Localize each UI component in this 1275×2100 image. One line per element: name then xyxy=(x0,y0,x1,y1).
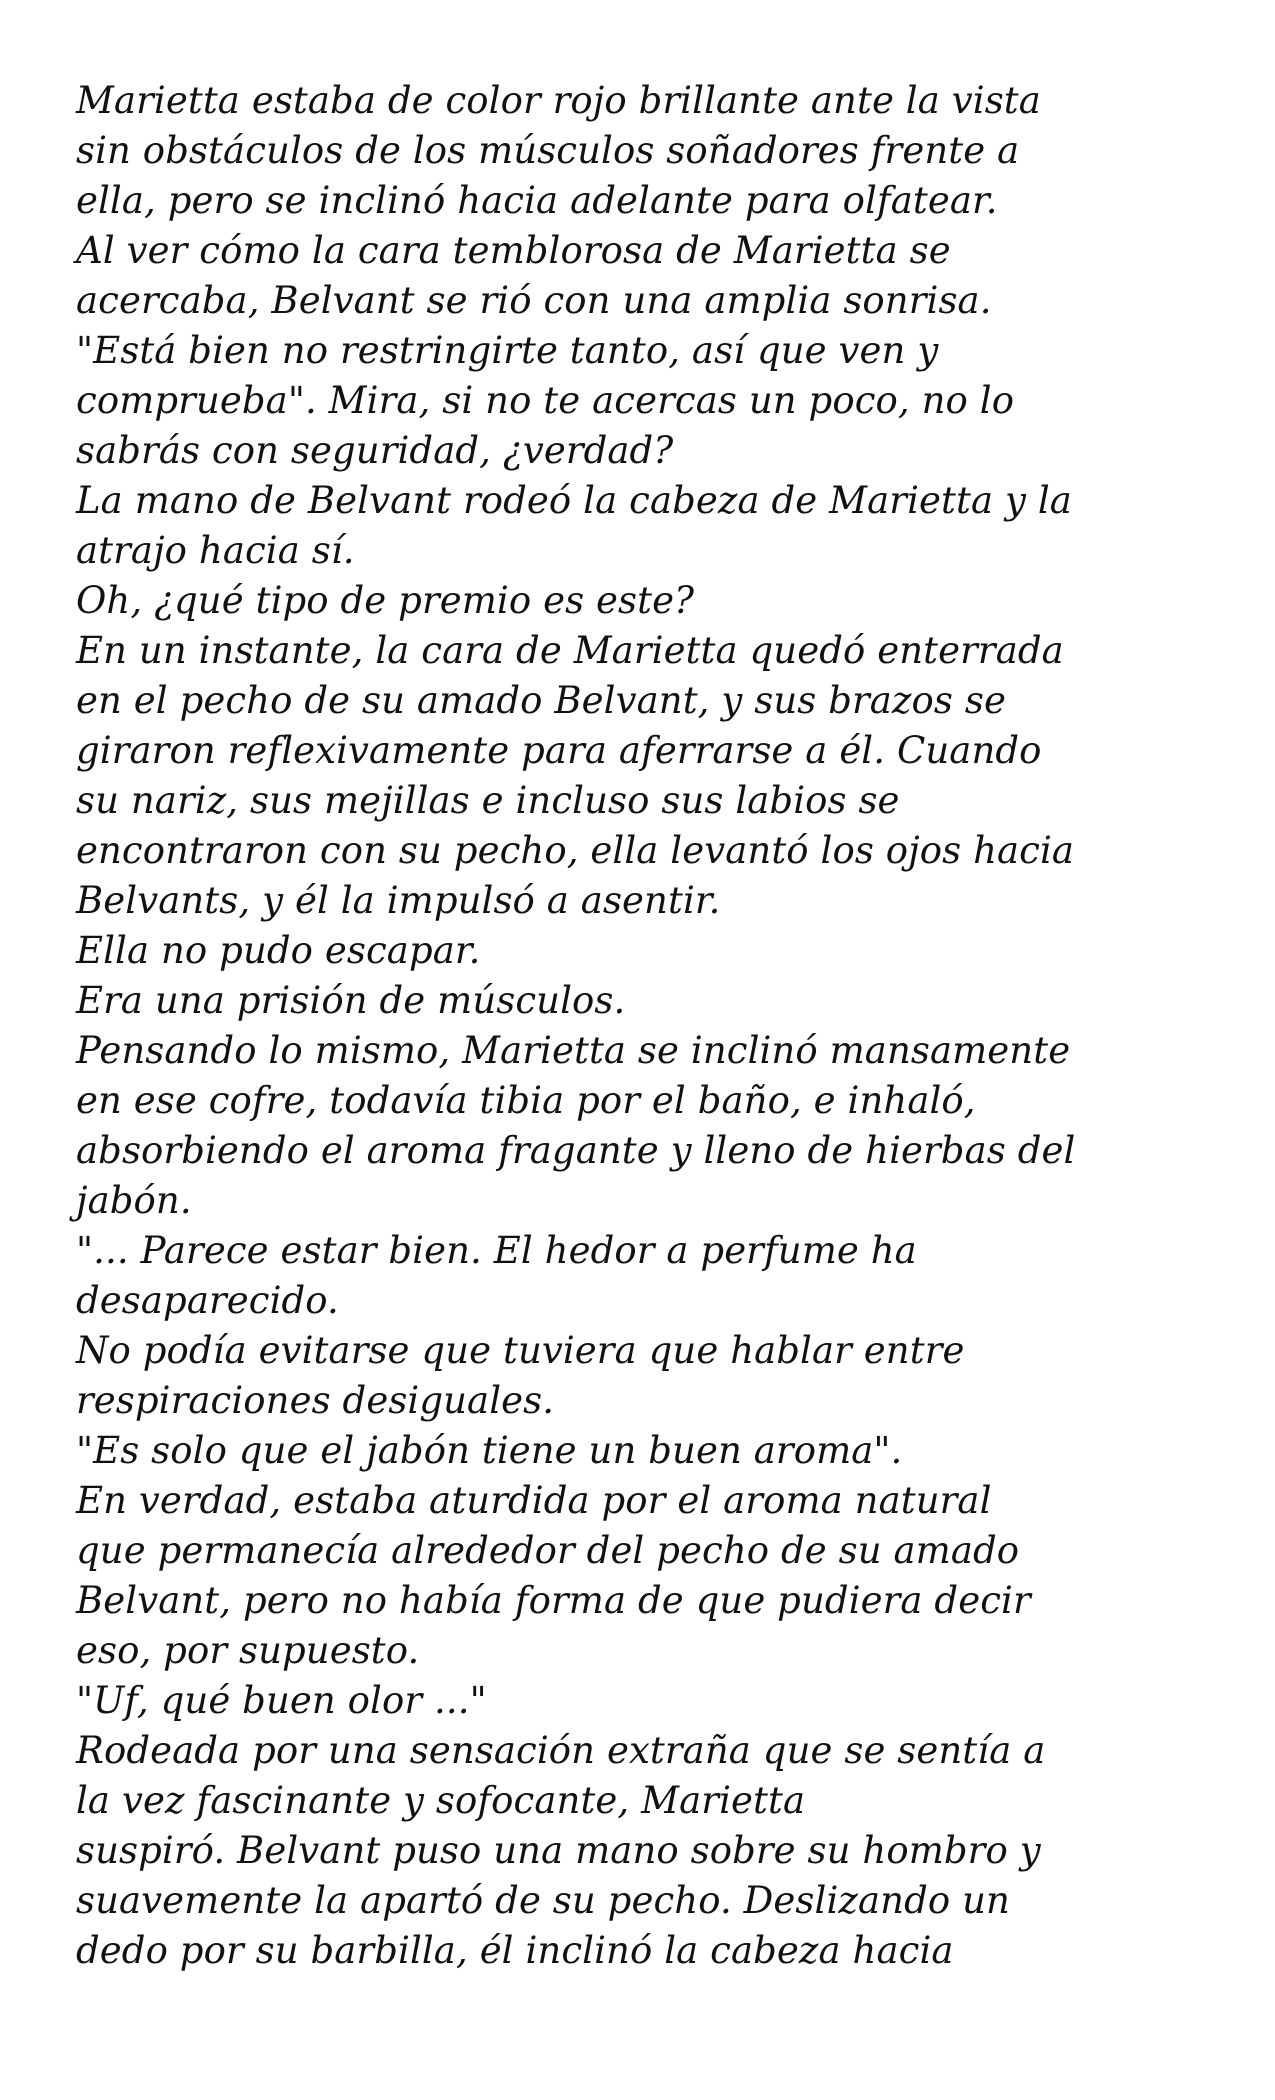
text-line: encontraron con su pecho, ella levantó los ojos hacia xyxy=(76,829,1075,872)
text-line: Marietta estaba de color rojo brillante ante la vista xyxy=(76,79,1041,122)
text-line: acercaba, Belvant se rió con una amplia sonrisa. xyxy=(76,279,992,322)
text-line: comprueba". Mira, si no te acercas un poco, no lo xyxy=(76,379,1015,422)
text-line: giraron reflexivamente para aferrarse a él. Cuando xyxy=(76,729,1042,772)
text-line: Oh, ¿qué tipo de premio es este? xyxy=(76,579,695,622)
text-line: No podía evitarse que tuviera que hablar entre xyxy=(76,1329,965,1372)
text-line: atrajo hacia sí. xyxy=(76,529,355,572)
text-line: sin obstáculos de los músculos soñadores frente a xyxy=(76,129,1020,172)
text-line: sabrás con seguridad, ¿verdad? xyxy=(76,429,674,472)
body-text xyxy=(76,76,1226,1976)
text-line: Ella no pudo escapar. xyxy=(76,929,481,972)
text-line: eso, por supuesto. xyxy=(76,1629,420,1672)
text-line: "Uf, qué buen olor ..." xyxy=(76,1679,487,1722)
text-line: en ese cofre, todavía tibia por el baño, e inhaló, xyxy=(76,1079,976,1122)
text-line: en el pecho de su amado Belvant, y sus brazos se xyxy=(76,679,1006,722)
text-line: suspiró. Belvant puso una mano sobre su hombro y xyxy=(76,1829,1041,1872)
text-line: dedo por su barbilla, él inclinó la cabeza hacia xyxy=(76,1929,954,1972)
text-line: Rodeada por una sensación extraña que se sentía a xyxy=(76,1729,1046,1772)
text-line: Belvants, y él la impulsó a asentir. xyxy=(76,879,721,922)
text-line: respiraciones desiguales. xyxy=(76,1379,555,1422)
text-line: En verdad, estaba aturdida por el aroma natural xyxy=(76,1479,992,1522)
text-line: "Está bien no restringirte tanto, así que ven y xyxy=(76,329,939,372)
text-line: "... Parece estar bien. El hedor a perfume ha xyxy=(76,1229,917,1272)
text-line: En un instante, la cara de Marietta quedó enterrada xyxy=(76,629,1064,672)
text-line: la vez fascinante y sofocante, Marietta xyxy=(76,1779,806,1822)
text-line: jabón. xyxy=(76,1179,192,1222)
text-line: "Es solo que el jabón tiene un buen aroma". xyxy=(76,1429,903,1472)
text-line: absorbiendo el aroma fragante y lleno de hierbas del xyxy=(76,1129,1076,1172)
text-line: Era una prisión de músculos. xyxy=(76,979,626,1022)
text-line: La mano de Belvant rodeó la cabeza de Marietta y la xyxy=(76,479,1072,522)
text-line: ella, pero se inclinó hacia adelante para olfatear. xyxy=(76,179,998,222)
text-line: Pensando lo mismo, Marietta se inclinó mansamente xyxy=(76,1029,1071,1072)
text-line: desaparecido. xyxy=(76,1279,339,1322)
text-line: su nariz, sus mejillas e incluso sus labios se xyxy=(76,779,900,822)
text-line: que permanecía alrededor del pecho de su amado xyxy=(76,1529,1020,1572)
text-line: suavemente la apartó de su pecho. Deslizando un xyxy=(76,1879,1010,1922)
text-line: Al ver cómo la cara temblorosa de Marietta se xyxy=(76,229,951,272)
text-line: Belvant, pero no había forma de que pudiera decir xyxy=(76,1579,1031,1622)
